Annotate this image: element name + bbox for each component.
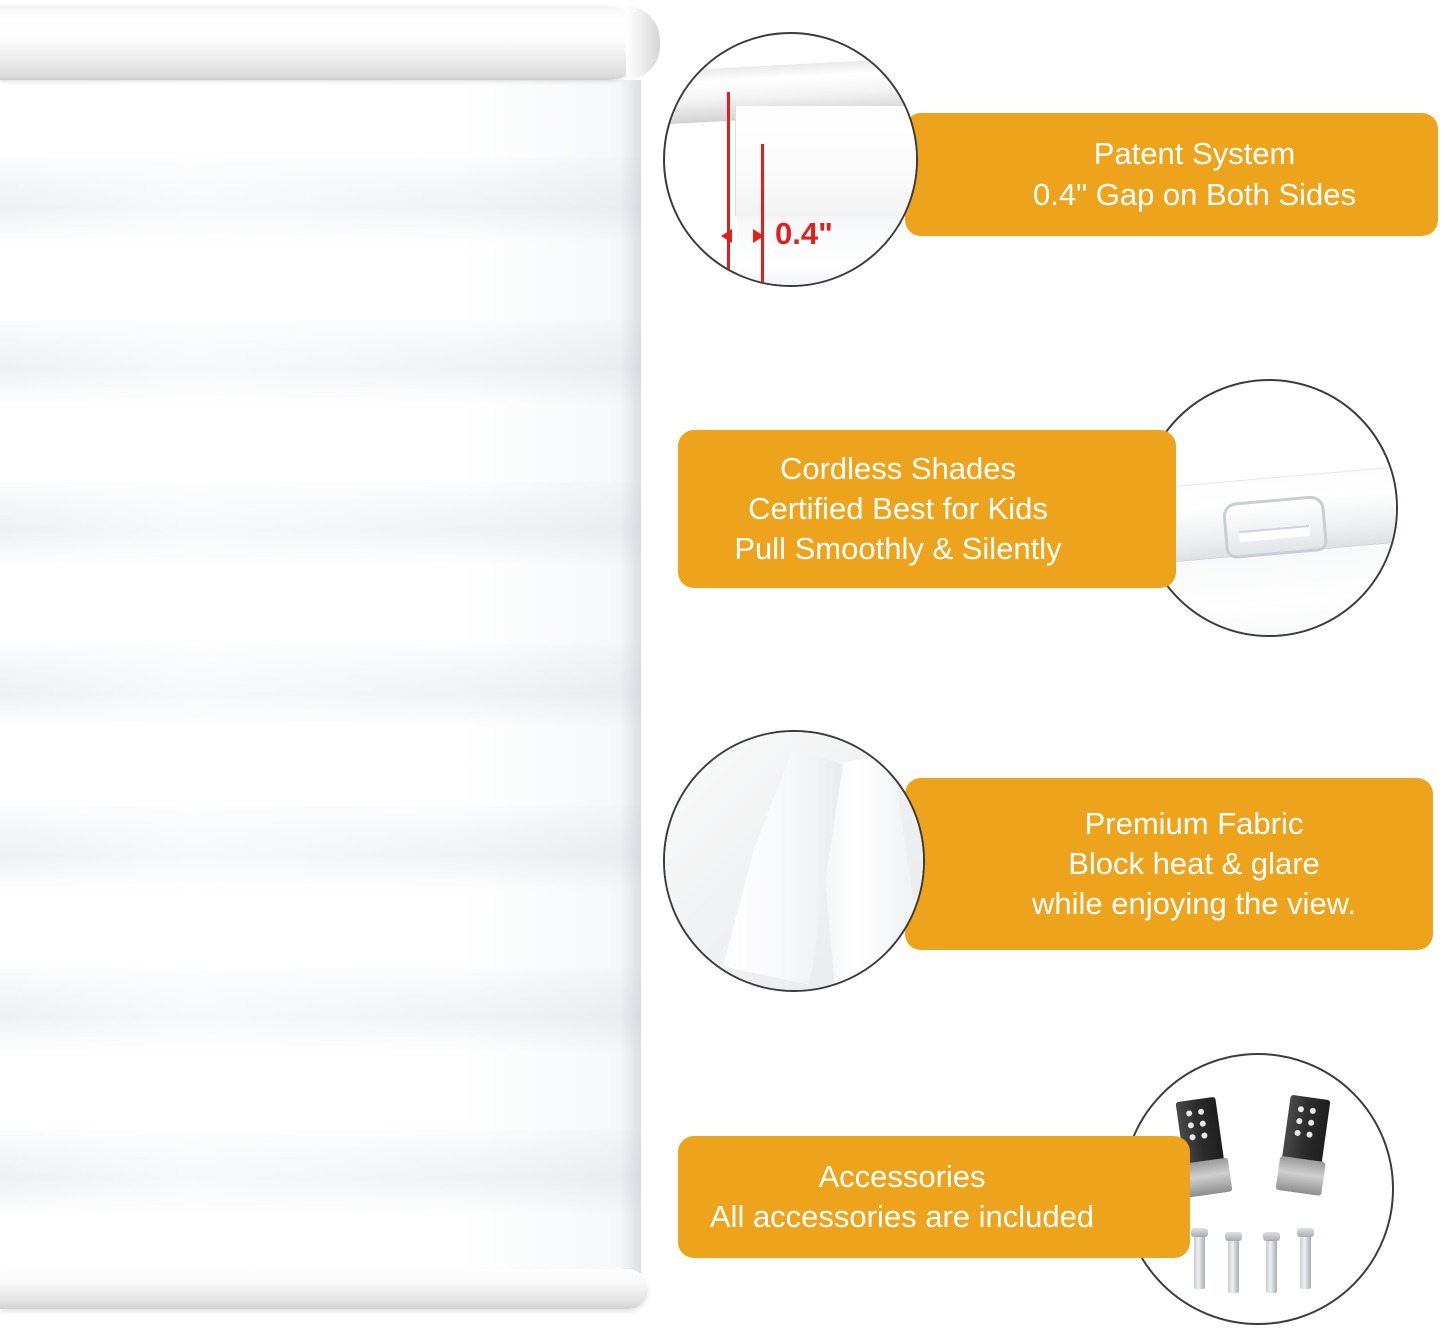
shade-headrail-end-cap: [626, 6, 660, 80]
feature-line: Certified Best for Kids: [748, 490, 1048, 526]
cordless-pull-handle: [1222, 495, 1328, 560]
feature-line: Patent System: [1093, 136, 1296, 172]
feature-line: Cordless Shades: [779, 450, 1017, 486]
feature-patent-system-callout: [905, 113, 1438, 236]
feature-line: Accessories: [818, 1158, 986, 1194]
feature-line: Premium Fabric: [1084, 805, 1304, 841]
feature-patent-system-image: [663, 32, 918, 287]
shade-headrail: [0, 6, 645, 80]
screw-3: [1266, 1237, 1277, 1293]
feature-line: 0.4" Gap on Both Sides: [1033, 176, 1356, 212]
measure-arrow-left-icon: [721, 229, 732, 243]
feature-premium-fabric-image: [663, 730, 925, 992]
gap-measurement-label: 0.4": [775, 216, 833, 251]
bracket-holes: [1186, 1108, 1213, 1145]
screw-1: [1194, 1233, 1205, 1289]
feature-accessories-callout: [678, 1136, 1190, 1258]
product-photo: [0, 0, 660, 1331]
feature-line: Block heat & glare: [1068, 845, 1320, 881]
screw-2: [1228, 1237, 1239, 1293]
bracket-foot: [1276, 1156, 1326, 1196]
shade-bottom-rail: [0, 1269, 648, 1309]
feature-line: All accessories are included: [709, 1199, 1095, 1234]
fabric-sheen: [0, 80, 641, 1295]
mounting-bracket-right: [1278, 1095, 1331, 1196]
bracket-holes: [1294, 1106, 1321, 1143]
measure-arrow-right-icon: [753, 229, 764, 243]
shade-fabric: [0, 80, 641, 1295]
measure-line-left: [727, 92, 730, 287]
feature-cordless-shades-image: [1140, 379, 1398, 637]
feature-line: Pull Smoothly & Silently: [734, 531, 1062, 567]
feature-line: while enjoying the view.: [1032, 886, 1356, 922]
measure-line-right: [761, 144, 764, 287]
feature-premium-fabric-callout: [905, 778, 1433, 950]
feature-cordless-shades-callout: [678, 430, 1176, 588]
fabric-right-edge: [619, 80, 641, 1295]
screw-4: [1300, 1233, 1311, 1289]
